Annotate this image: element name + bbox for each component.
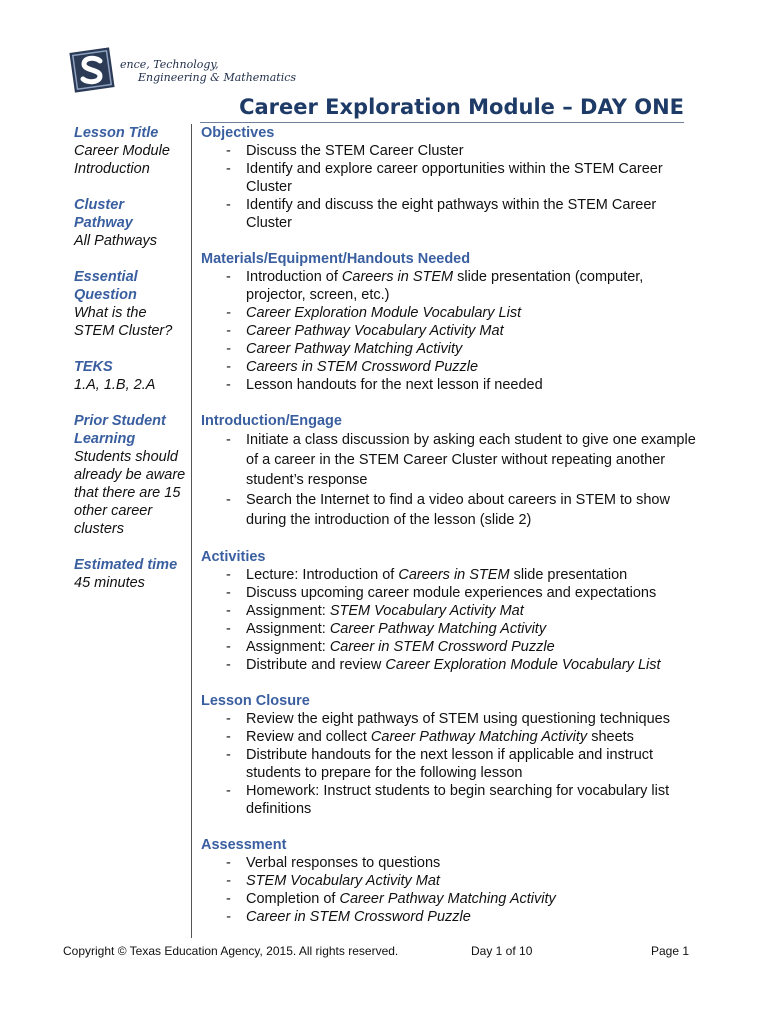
stem-logo — [66, 46, 297, 102]
stem-s-logo-icon — [66, 46, 118, 94]
text: slide presentation (computer, projector, screen, etc.) — [246, 269, 644, 303]
sidebar-value: 45 minutes — [74, 575, 145, 591]
materials-section — [201, 250, 701, 394]
sidebar-label: Prior Student Learning — [74, 413, 166, 447]
sidebar-teks — [74, 358, 186, 394]
column-divider — [191, 124, 192, 938]
assessment-section — [201, 836, 701, 926]
page-number: Page 1 — [651, 944, 690, 958]
list-item: - Identify and explore career opportunities within the STEM Career Cluster — [201, 160, 701, 196]
list-item: - Careers in STEM Crossword Puzzle — [201, 358, 701, 376]
text: Assignment: — [246, 639, 330, 655]
day-indicator: Day 1 of 10 — [471, 944, 533, 958]
list-item: - Career in STEM Crossword Puzzle — [201, 908, 701, 926]
text-italic: Careers in STEM — [341, 269, 454, 285]
sidebar-prior-learning — [74, 412, 186, 538]
sidebar-value: Career Module Introduction — [74, 143, 170, 177]
list-item — [201, 620, 701, 638]
text: sheets — [587, 729, 634, 745]
sidebar-essential-question — [74, 268, 186, 340]
section-heading: Assessment — [201, 837, 287, 853]
copyright-text: Copyright © Texas Education Agency, 2015. All rights reserved. — [63, 944, 399, 958]
logo-line-2: Engineering & Mathematics — [138, 71, 297, 84]
section-heading: Activities — [201, 549, 266, 565]
sidebar-value: All Pathways — [74, 233, 158, 249]
sidebar-lesson-title — [74, 124, 186, 178]
closure-section — [201, 692, 701, 818]
sidebar-label: Cluster Pathway — [74, 197, 133, 231]
sidebar-label: Essential Question — [74, 269, 138, 303]
text-italic: Career Pathway Matching Activity — [329, 621, 547, 637]
sidebar-cluster-pathway — [74, 196, 186, 250]
introduction-section — [201, 412, 701, 530]
list-item: - Career Exploration Module Vocabulary List — [201, 304, 701, 322]
closure-list — [201, 710, 701, 818]
list-item: - Identify and discuss the eight pathways within the STEM Career Cluster — [201, 196, 701, 232]
lesson-sidebar — [74, 124, 186, 610]
lesson-content — [201, 124, 701, 944]
text-italic: Careers in STEM — [398, 567, 510, 583]
list-item: - Discuss upcoming career module experiences and expectations — [201, 584, 701, 602]
list-item — [201, 890, 701, 908]
list-item: - Lesson handouts for the next lesson if needed — [201, 376, 701, 394]
section-heading: Materials/Equipment/Handouts Needed — [201, 251, 471, 267]
logo-line-1: ence, Technology, — [120, 58, 219, 71]
text-italic: Career Exploration Module Vocabulary List — [385, 657, 661, 673]
list-item: - Career Pathway Matching Activity — [201, 340, 701, 358]
list-item: - Homework: Instruct students to begin searching for vocabulary list definitions — [201, 782, 701, 818]
section-heading: Objectives — [201, 125, 275, 141]
activities-section — [201, 548, 701, 674]
sidebar-value: 1.A, 1.B, 2.A — [74, 377, 156, 393]
sidebar-value: Students should already be aware that there are 15 other career clusters — [74, 449, 186, 537]
text: slide presentation — [509, 567, 628, 583]
text-italic: STEM Vocabulary Activity Mat — [329, 603, 524, 619]
list-item — [201, 566, 701, 584]
section-heading: Lesson Closure — [201, 693, 310, 709]
section-heading: Introduction/Engage — [201, 413, 342, 429]
list-item: - Discuss the STEM Career Cluster — [201, 142, 701, 160]
assessment-list — [201, 854, 701, 926]
list-item — [201, 728, 701, 746]
list-item: - Initiate a class discussion by asking each student to give one example of a career in the STEM Career Cluster without repeating another student’s response — [201, 430, 701, 490]
materials-list — [201, 268, 701, 394]
list-item: - Review the eight pathways of STEM using questioning techniques — [201, 710, 701, 728]
sidebar-estimated-time — [74, 556, 186, 592]
text: Assignment: — [246, 621, 330, 637]
text: Distribute and review — [246, 657, 386, 673]
objectives-list — [201, 142, 701, 232]
text: Lecture: Introduction of — [246, 567, 399, 583]
sidebar-label: TEKS — [74, 359, 113, 375]
text-italic: Career in STEM Crossword Puzzle — [329, 639, 555, 655]
sidebar-value: What is the STEM Cluster? — [74, 305, 173, 339]
list-item: - STEM Vocabulary Activity Mat — [201, 872, 701, 890]
list-item: - Career Pathway Vocabulary Activity Mat — [201, 322, 701, 340]
text: Introduction of — [246, 269, 342, 285]
introduction-list — [201, 430, 701, 530]
objectives-section — [201, 124, 701, 232]
text: Assignment: — [246, 603, 330, 619]
text: Review and collect — [246, 729, 371, 745]
sidebar-label: Lesson Title — [74, 125, 159, 141]
list-item: - Verbal responses to questions — [201, 854, 701, 872]
page-title: Career Exploration Module – DAY ONE — [200, 95, 684, 123]
list-item: - Search the Internet to find a video about careers in STEM to show during the introduction of the lesson (slide 2) — [201, 490, 701, 530]
text: Completion of — [246, 891, 340, 907]
list-item — [201, 268, 701, 304]
list-item: - Distribute handouts for the next lesson if applicable and instruct students to prepare for the following lesson — [201, 746, 701, 782]
text-italic: Career Pathway Matching Activity — [370, 729, 588, 745]
text-italic: Career Pathway Matching Activity — [339, 891, 556, 907]
list-item — [201, 638, 701, 656]
activities-list — [201, 566, 701, 674]
list-item — [201, 602, 701, 620]
list-item — [201, 656, 701, 674]
sidebar-label: Estimated time — [74, 557, 178, 573]
